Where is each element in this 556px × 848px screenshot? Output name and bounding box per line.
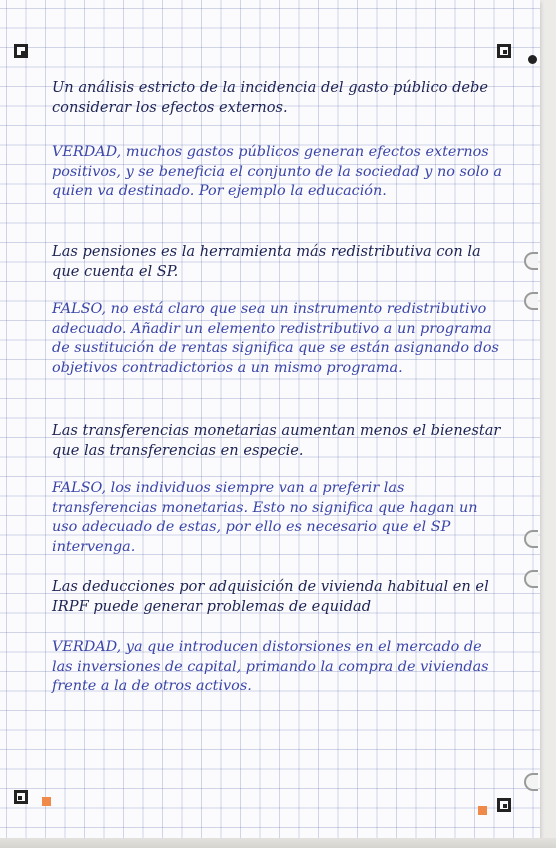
- orange-square-bottom-left: [42, 797, 51, 806]
- answer-2: FALSO, no está claro que sea un instrumento redistributivo adecuado. Añadir un elemento redistributivo a un programa de sustitución de rentas significa que se están asignando dos objetivos contradictorios a un mismo programa.: [52, 301, 499, 376]
- corner-mark-bottom-right: [497, 798, 511, 812]
- binder-ring-3: [524, 530, 538, 548]
- binder-hole: [528, 55, 537, 64]
- answer-3: FALSO, los individuos siempre van a preferir las transferencias monetarias. Esto no significa que hagan un uso adecuado de estas, por ello es necesario que el SP intervenga.: [52, 480, 478, 555]
- statement-2: Las pensiones es la herramienta más redistributiva con la que cuenta el SP.: [52, 243, 481, 280]
- answer-4: VERDAD, ya que introducen distorsiones en el mercado de las inversiones de capital, primando la compra de viviendas frente a la de otros activos.: [52, 639, 489, 694]
- binder-ring-2: [524, 292, 538, 310]
- statement-3: Las transferencias monetarias aumentan menos el bienestar que las transferencias en especie.: [52, 422, 501, 459]
- corner-mark-top-left: [14, 44, 28, 58]
- answer-1: VERDAD, muchos gastos públicos generan efectos externos positivos, y se beneficia el conjunto de la sociedad y no solo a quien va destinado. Por ejemplo la educación.: [52, 144, 502, 199]
- binder-ring-4: [524, 570, 538, 588]
- orange-square-bottom-right: [478, 806, 487, 815]
- page-stack-edge: [0, 838, 556, 848]
- binder-ring-1: [524, 252, 538, 270]
- binder-ring-5: [524, 773, 538, 791]
- statement-4: Las deducciones por adquisición de vivienda habitual en el IRPF puede generar problemas de equidad: [52, 578, 489, 615]
- statement-1: Un análisis estricto de la incidencia del gasto público debe considerar los efectos externos.: [52, 79, 489, 116]
- corner-mark-top-right: [497, 44, 511, 58]
- corner-mark-bottom-left: [14, 790, 28, 804]
